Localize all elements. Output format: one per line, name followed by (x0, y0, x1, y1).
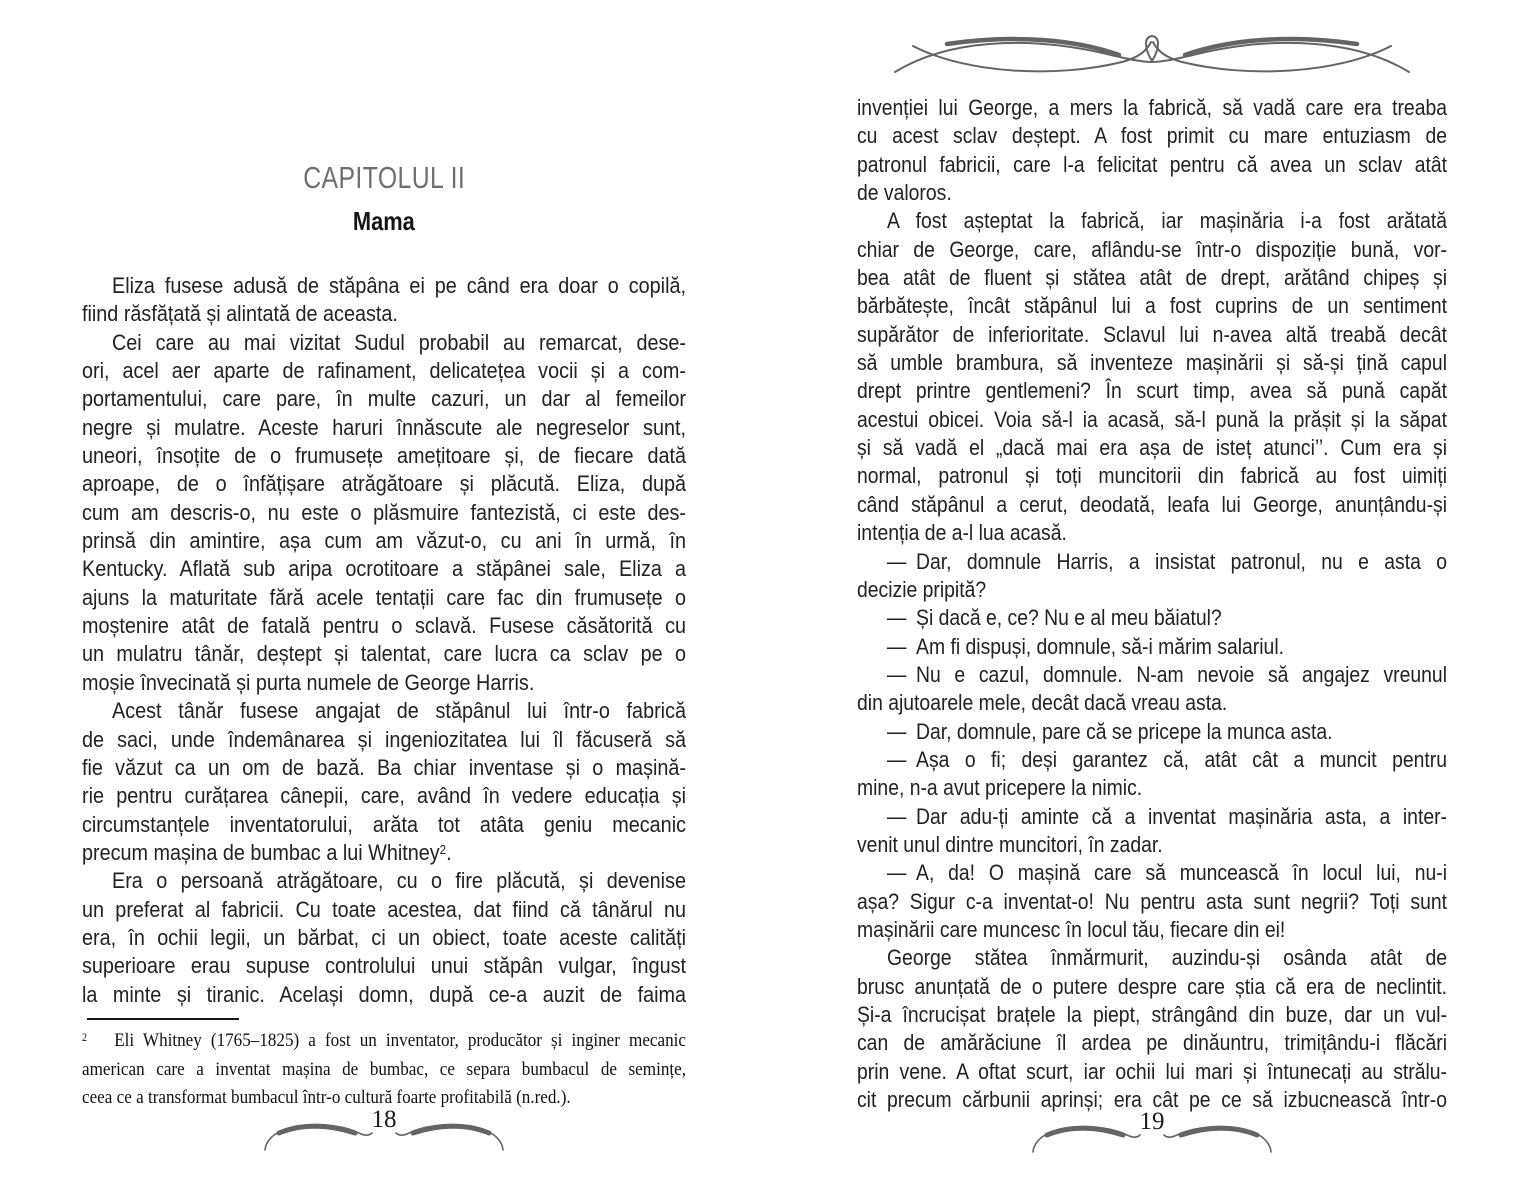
text-line: Era o persoană atrăgătoare, cu o fire plăcută, și devenise (112, 868, 687, 894)
text-line: — Dar adu-ți aminte că a inventat mașinăria asta, a inter- (887, 803, 1447, 829)
chapter-title-text: CAPITOLUL II (303, 160, 465, 195)
page-number-right: 19 (1139, 1108, 1165, 1135)
text-line: fiind răsfățată și alintată de aceasta. (82, 301, 398, 327)
text-line: ceea ce a transformat bumbacul într-o cultură foarte profitabilă (n.red.). (82, 1087, 571, 1108)
text-line: fie văzut ca un om de bază. Ba chiar inventase și o mașină- (82, 754, 686, 780)
text-line: venit unul dintre muncitori, în zadar. (857, 831, 1163, 857)
text-line: prinsă din amintire, așa cum am văzut-o, cu ani în urmă, în (82, 528, 686, 554)
text-line: din ajutoarele mele, decât dacă vreau asta. (857, 690, 1228, 716)
right-page-body-text (857, 94, 1447, 1114)
text-line: drept printre gentlemeni? În scurt timp, avea să pună capăt (857, 378, 1447, 404)
text-line: Și-a încrucișat brațele la piept, strângând din buze, dar un vul- (857, 1002, 1448, 1027)
text-line: ori, acel aer aparte de rafinament, delicatețea vocii și a com- (82, 358, 686, 384)
text-line: Acest tânăr fusese angajat de stăpânul lui într-o fabrică (112, 698, 687, 724)
footer-flourish-icon (259, 1120, 509, 1156)
left-page-body-text (82, 272, 686, 1009)
text-line: mine, n-a avut pricepere la nimic. (857, 775, 1143, 801)
text-line: de valoros. (857, 180, 952, 206)
text-line: și să vadă el „dacă mai era așa de isteț atunci’’. Cum era și (857, 435, 1447, 461)
text-line: Eliza fusese adusă de stăpâna ei pe când era doar o copilă, (112, 273, 687, 298)
text-line: intenția de a-l lua acasă. (857, 520, 1067, 546)
text-line: A fost așteptat la fabrică, iar mașinăria i-a fost arătată (887, 208, 1447, 234)
page-number-left: 18 (371, 1106, 397, 1133)
text-line: $^2$ Eli Whitney (1765–1825) a fost un inventator, producător și inginer mecanic (82, 1030, 686, 1051)
text-line: — Am fi dispuși, domnule, să-i mărim salariul. (887, 633, 1285, 659)
text-line: bărbătește, încât stăpânul lui a fost cuprins de un sentiment (857, 293, 1448, 319)
text-line: moșie învecinată și purta numele de George Harris. (82, 669, 535, 695)
text-line: un mulatru tânăr, deștept și talentat, care lucra ca sclav pe o (82, 641, 686, 667)
text-line: decizie pripită? (857, 576, 987, 602)
header-flourish-icon (887, 30, 1417, 84)
text-line: invenției lui George, a mers la fabrică, să vadă care era treaba (857, 95, 1447, 120)
text-line: de saci, unde îndemânarea și ingeniozitatea lui îl făcuseră să (82, 726, 686, 752)
text-line: la minte și tiranic. Același domn, după ce-a auzit de faima (82, 981, 686, 1007)
footnote-text (82, 1027, 686, 1113)
text-line: uneori, însoțite de o frumusețe amețitoare și, de fiecare dată (82, 443, 686, 469)
text-line: era, în ochii legii, un bărbat, ci un obiect, toate aceste calități (82, 924, 686, 950)
text-line: Cei care au mai vizitat Sudul probabil au remarcat, dese- (112, 329, 687, 355)
text-line: supărător de inferioritate. Sclavul lui n-avea altă treabă decât (857, 321, 1447, 347)
text-line: acestui obicei. Voia să-l ia acasă, să-l pună la prășit și la săpat (857, 406, 1447, 432)
text-line: când stăpânul a cerut, deodată, leafa lui George, anunțându-și (857, 491, 1448, 517)
text-line: — Așa o fi; deși garantez că, atât cât a muncit pentru (887, 746, 1448, 772)
text-line: rie pentru curățarea cânepii, care, având în vedere educația și (82, 783, 687, 809)
text-line: așa? Sigur c-a inventat-o! Nu pentru asta sunt negrii? Toți sunt (857, 888, 1448, 914)
text-line: portamentului, care pare, în multe cazuri, un dar al femeilor (82, 386, 686, 412)
footnote (82, 1018, 686, 1113)
text-line: ajuns la maturitate fără acele tentații care fac din frumusețe o (82, 584, 686, 610)
text-line: bea atât de fluent și stătea atât de drept, arătând chipeș și (857, 265, 1447, 291)
text-line: moștenire atât de fatală pentru o sclavă. Fusese căsătorită cu (82, 613, 686, 639)
text-line: cu acest sclav deștept. A fost primit cu mare entuziasm de (857, 123, 1448, 149)
text-line: George stătea înmărmurit, auzindu-și osânda atât de (887, 945, 1448, 971)
footnote-separator-rule (87, 1018, 239, 1020)
text-line: mașinării care muncesc în locul tău, fiecare din ei! (857, 916, 1286, 942)
text-line: Kentucky. Aflată sub aripa ocrotitoare a stăpânei sale, Eliza a (82, 556, 686, 582)
text-line: un preferat al fabricii. Cu toate acestea, dat fiind că tânărul nu (82, 896, 686, 922)
text-line: patronul fabricii, care l-a felicitat pentru că avea un sclav atât (857, 151, 1447, 177)
text-line: aproape, de o înfățișare atrăgătoare și plăcută. Eliza, după (82, 471, 686, 497)
right-page (857, 0, 1447, 1114)
chapter-subtitle-text: Mama (353, 206, 415, 236)
text-line: — Dar, domnule Harris, a insistat patronul, nu e asta o (887, 548, 1447, 574)
text-line: brusc anunțată de o putere despre care știa că era de neclintit. (857, 973, 1447, 999)
text-line: circumstanțele inventatorului, arăta tot atâta geniu mecanic (82, 811, 686, 837)
text-line: chiar de George, care, aflându-se într-o dispoziție bună, vor- (857, 236, 1447, 262)
chapter-subtitle (82, 206, 686, 236)
text-line: să umble brambura, să inventeze mașinării și să-și țină capul (857, 350, 1447, 376)
text-line: precum mașina de bumbac a lui Whitney$^2$. (82, 839, 452, 865)
text-line: superioare erau supuse controlului unui stăpân vulgar, îngust (82, 953, 686, 979)
chapter-title (82, 160, 686, 196)
text-line: can de amărăciune îl ardea pe dinăuntru, trimițându-i flăcări (857, 1030, 1447, 1056)
text-line: normal, patronul și toți muncitorii din fabrică au fost uimiți (857, 463, 1447, 489)
text-line: prin vene. A oftat scurt, iar ochii lui mari și întunecați au strălu- (857, 1058, 1447, 1084)
left-page (82, 0, 687, 1108)
text-line: cum am descris-o, nu este o plăsmuire fantezistă, ci este des- (82, 499, 686, 525)
text-line: — A, da! O mașină care să muncească în locul lui, nu-i (887, 860, 1447, 886)
superscript-footnote-marker: 2 (82, 1032, 87, 1045)
text-line: negre și mulatre. Aceste haruri înnăscute ale negreselor sunt, (82, 414, 686, 440)
text-line: — Nu e cazul, domnule. N-am nevoie să angajez vreunul (887, 661, 1447, 687)
text-line: — Și dacă e, ce? Nu e al meu băiatul? (887, 605, 1222, 631)
superscript-footnote-marker: 2 (439, 842, 447, 858)
text-line: american care a inventat mașina de bumbac, ce separa bumbacul de semințe, (82, 1058, 686, 1080)
text-line: — Dar, domnule, pare că se pricepe la munca asta. (887, 718, 1333, 744)
footer-flourish-icon (1027, 1122, 1277, 1158)
text-line: cit precum cărbunii aprinși; era cât pe ce să izbucnească într-o (857, 1087, 1447, 1113)
